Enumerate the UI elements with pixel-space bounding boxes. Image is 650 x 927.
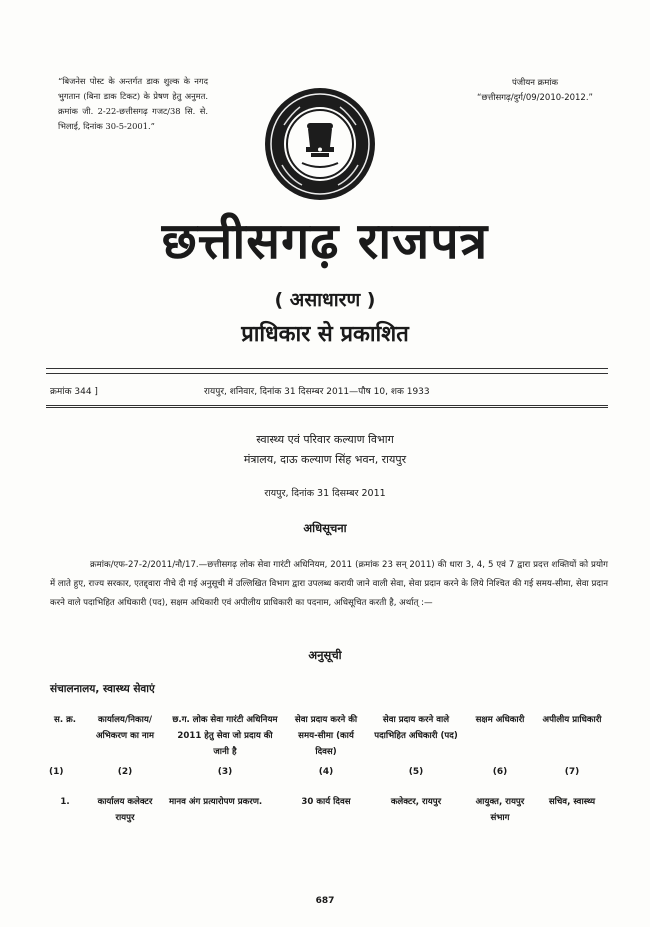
postal-note: “बिजनेस पोस्ट के अन्तर्गत डाक शुल्क के नगद भुगतान (बिना डाक टिकट) के प्रेषण हेतु अनुमत. क्रमांक जी. 2-22-छत्तीसगढ़ गजट/38 सि. से. भिलाई, दिनांक 30-5-2001.” bbox=[58, 76, 208, 131]
table-cell: 1. bbox=[60, 797, 70, 807]
col-header-service: छ.ग. लोक सेवा गारंटी अधिनियम 2011 हेतु सेवा जो प्रदाय की जानी है bbox=[172, 715, 278, 757]
registration-number: “छत्तीसगढ़/दुर्ग/09/2010-2012.” bbox=[477, 93, 593, 103]
table-cell: कलेक्टर, रायपुर bbox=[390, 797, 442, 807]
col-number: (5) bbox=[408, 767, 424, 777]
rule-top bbox=[46, 368, 608, 369]
col-number: (4) bbox=[318, 767, 334, 777]
registration-label: पंजीयन क्रमांक bbox=[511, 78, 559, 88]
col-header-competent-officer: सक्षम अधिकारी bbox=[475, 715, 525, 725]
col-header-office: कार्यालय/निकाय/ अभिकरण का नाम bbox=[95, 715, 155, 741]
issue-number: क्रमांक 344 ] bbox=[50, 387, 98, 397]
table-cell: 30 कार्य दिवस bbox=[301, 797, 351, 807]
gazette-edition: ( असाधारण ) bbox=[274, 289, 376, 311]
page-number: 687 bbox=[315, 896, 335, 906]
col-number: (1) bbox=[49, 767, 64, 777]
table-row bbox=[46, 784, 608, 826]
schedule-heading: अनुसूची bbox=[308, 648, 342, 662]
issue-place-date: रायपुर, शनिवार, दिनांक 31 दिसम्बर 2011—पौष 10, शक 1933 bbox=[204, 387, 430, 397]
col-header-time-limit: सेवा प्रदाय करने की समय-सीमा (कार्य दिवस) bbox=[294, 715, 358, 757]
schedule-table bbox=[46, 712, 608, 826]
col-number: (6) bbox=[492, 767, 508, 777]
table-header-row bbox=[46, 712, 608, 760]
col-header-appellate-authority: अपीलीय प्राधिकारी bbox=[542, 715, 602, 725]
table-cell: सचिव, स्वास्थ्य bbox=[548, 797, 596, 807]
schedule-section: संचालनालय, स्वास्थ्य सेवाएं bbox=[50, 683, 155, 695]
rule-bottom bbox=[46, 405, 608, 408]
col-header-designated-officer: सेवा प्रदाय करने वाले पदाभिहित अधिकारी (पद) bbox=[374, 715, 458, 741]
column-number-row bbox=[46, 760, 608, 784]
table-cell: कार्यालय कलेक्टर रायपुर bbox=[97, 797, 153, 823]
registration-block bbox=[455, 76, 615, 106]
department-address: मंत्रालय, दाऊ कल्याण सिंह भवन, रायपुर bbox=[243, 453, 407, 466]
table-cell: मानव अंग प्रत्यारोपण प्रकरण. bbox=[169, 797, 263, 807]
gazette-authority: प्राधिकार से प्रकाशित bbox=[241, 322, 409, 347]
rule-top-2 bbox=[46, 373, 608, 374]
col-number: (2) bbox=[117, 767, 133, 777]
department-name: स्वास्थ्य एवं परिवार कल्याण विभाग bbox=[256, 433, 394, 446]
table-cell: आयुक्त, रायपुर संभाग bbox=[475, 797, 525, 823]
notification-heading: अधिसूचना bbox=[303, 521, 347, 535]
state-emblem-seal bbox=[262, 85, 378, 203]
notification-body: क्रमांक/एफ-27-2/2011/नौ/17.—छत्तीसगढ़ लोक सेवा गारंटी अधिनियम, 2011 (क्रमांक 23 सन् 2011) की धारा 3, 4, 5 एवं 7 द्वारा प्रदत्त शक्तियों को प्रयोग में लाते हुए, राज्य सरकार, एतद्द्वारा नीचे दी गई अनुसूची में उल्लिखित विभाग द्वारा उपलब्ध करायी जाने वाली सेवा, सेवा प्रदान करने के लिये निश्चित की गई समय-सीमा, सेवा प्रदान करने वाले पदाभिहित अधिकारी (पद), सक्षम अधिकारी एवं अपीलीय प्राधिकारी का पदनाम, अधिसूचित करती है, अर्थात् :— bbox=[50, 560, 608, 608]
col-number: (7) bbox=[564, 767, 580, 777]
gazette-title: छत्तीसगढ़ राजपत्र bbox=[161, 212, 489, 270]
col-number: (3) bbox=[217, 767, 233, 777]
notification-date: रायपुर, दिनांक 31 दिसम्बर 2011 bbox=[264, 488, 386, 499]
col-header-serial: स. क्र. bbox=[54, 715, 76, 725]
